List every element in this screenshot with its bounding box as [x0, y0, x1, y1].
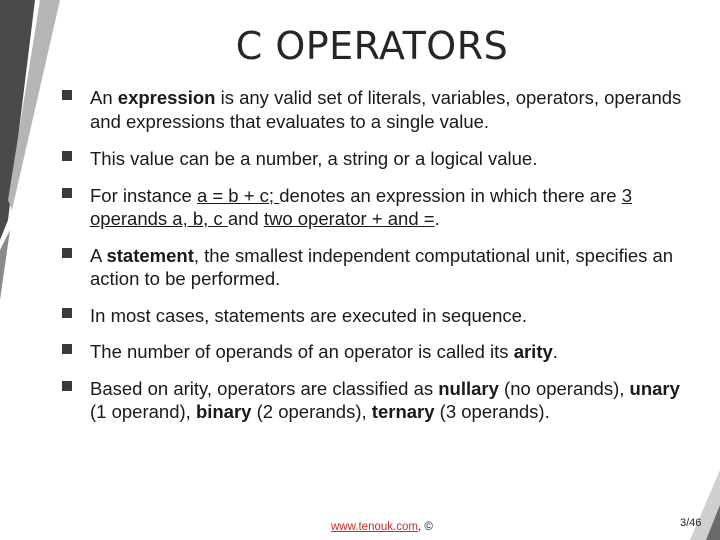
bullet-marker-icon: [62, 381, 72, 391]
bullet-marker-icon: [62, 308, 72, 318]
bullet-marker-icon: [62, 151, 72, 161]
bullet-item: [62, 86, 692, 133]
bullet-item: [62, 304, 692, 328]
bullet-text: Based on arity, operators are classified as nullary (no operands), unary (1 operand), binary (2 operands), ternary (3 operands).: [90, 377, 680, 422]
bullet-marker-icon: [62, 344, 72, 354]
bullet-text: In most cases, statements are executed in sequence.: [90, 304, 528, 326]
footer-copyright: , ©: [417, 521, 433, 533]
bullet-text: An expression is any valid set of literals, variables, operators, operands and expressions that evaluates to a single value.: [90, 87, 682, 132]
bullet-item: [62, 147, 692, 171]
slide-title: C OPERATORS: [235, 24, 509, 68]
bullet-item: [62, 244, 692, 291]
bullet-text: The number of operands of an operator is called its arity.: [90, 341, 558, 362]
page-number: 3/46: [680, 517, 702, 529]
bullet-text: This value can be a number, a string or a logical value.: [90, 148, 538, 169]
bullet-text: For instance a = b + c; denotes an expression in which there are 3 operands a, b, c and two operator + and =.: [90, 184, 632, 229]
footer-link[interactable]: www.tenouk.com: [331, 521, 418, 533]
bullet-item: [62, 184, 692, 231]
bullet-marker-icon: [62, 188, 72, 198]
deco-stripe-mid: [0, 230, 10, 300]
bullet-item: [62, 340, 692, 364]
bullet-list: [62, 86, 692, 424]
bullet-text: A statement, the smallest independent computational unit, specifies an action to be performed.: [90, 244, 674, 289]
bullet-item: [62, 377, 692, 424]
footer: [331, 521, 433, 533]
bullet-marker-icon: [62, 248, 72, 258]
bullet-marker-icon: [62, 90, 72, 100]
